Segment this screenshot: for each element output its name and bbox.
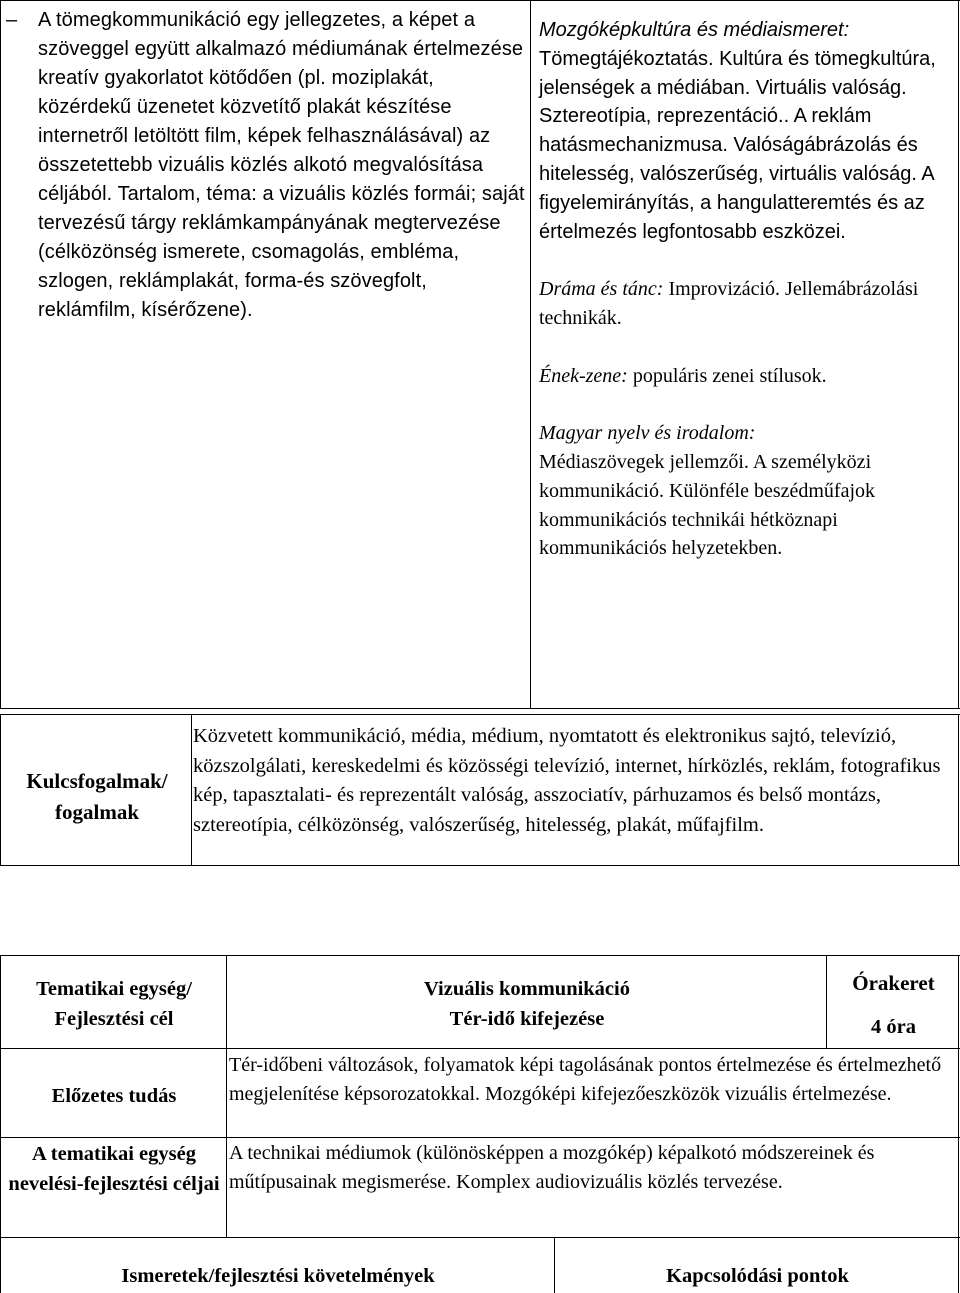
connection-drama bbox=[539, 275, 959, 333]
top-left-cell bbox=[6, 6, 528, 325]
subject-text: Médiaszövegek jellemzői. A személyközi kommunikáció. Különféle beszédműfajok kommunikációs technikái hétköznapi kommunikációs helyzetekben. bbox=[539, 450, 876, 560]
t-table-row1-bottom bbox=[0, 1048, 960, 1049]
kapcsolodasi-header: Kapcsolódási pontok bbox=[666, 1265, 849, 1287]
subject-label: Dráma és tánc: bbox=[539, 278, 664, 301]
orakeret-value: 4 óra bbox=[871, 1016, 916, 1038]
top-left-text: A tömegkommunikáció egy jellegzetes, a képet a szöveggel együtt alkalmazó médiumának értelmezése kreatív gyakorlatot kötődően (pl. moziplakát, közérdekű üzenetet közvetítő plakát készítése internetről letöltött film, képek felhasználásával) az összetettebb vizuális közlés alkotó megvalósítása céljából. Tartalom, téma: a vizuális közlés formái; saját tervezésű tárgy reklámkampányának megtervezése (célközönség ismerete, csomagolás, embléma, szlogen, reklámplakát, forma-és szövegfolt, reklámfilm, kísérőzene). bbox=[38, 9, 525, 321]
t-table-border-top bbox=[0, 955, 960, 956]
tematikai-title-line1: Vizuális kommunikáció bbox=[424, 978, 630, 1000]
tematikai-title-line2: Tér-idő kifejezése bbox=[449, 1008, 605, 1030]
top-table-border-left bbox=[0, 0, 1, 709]
subject-text: Tömegtájékoztatás. Kultúra és tömegkultúra, jelenségek a médiában. Virtuális valóság. Sztereotípia, reprezentáció.. A reklám hatásmechanizmusa. Valóságábrázolás és hitelesség, valószerűség, virtuális valóság. A figyelemirányítás, a hangulatteremtés és az értelmezés legfontosabb eszközei. bbox=[539, 47, 936, 243]
t-table-divider-ora bbox=[826, 955, 827, 1049]
connections-cell bbox=[539, 16, 959, 563]
elozetes-tudas-text: Tér-időbeni változások, folyamatok képi tagolásának pontos értelmezése és értelmezhető megjelenítése képsorozatokkal. Mozgóképi kifejezőeszközök vizuális értelmezése. bbox=[229, 1054, 942, 1105]
kulcsfogalmak-text: Közvetett kommunikáció, média, médium, nyomtatott és elektronikus sajtó, televízió, közszolgálati, kereskedelmi és közösségi televízió, internet, hírközlés, reklám, fotografikus kép, tapasztalati- és reprezentált valóság, asszociatív, párhuzamos és belső montázs, sztereotípia, célközönség, valószerűség, hitelesség, plakát, műfajfilm. bbox=[193, 725, 941, 836]
kf-table-border-left bbox=[0, 714, 1, 866]
celok-text: A technikai médiumok (különösképpen a mozgókép) képalkotó módszereinek és műtípusainak megismerése. Komplex audiovizuális közlés tervezése. bbox=[229, 1142, 875, 1193]
top-table-border-bottom bbox=[0, 708, 960, 709]
t-table-row2-bottom bbox=[0, 1137, 960, 1138]
subject-label: Ének-zene: bbox=[539, 364, 628, 387]
tematikai-title bbox=[228, 974, 826, 1034]
elozetes-tudas-label: Előzetes tudás bbox=[51, 1085, 177, 1107]
t-table-divider-bottom bbox=[554, 1237, 555, 1293]
t-table-border-right bbox=[958, 955, 959, 1293]
t-table-row3-bottom bbox=[0, 1237, 960, 1238]
top-table-border-mid bbox=[530, 0, 531, 709]
kf-table-border-top bbox=[0, 714, 960, 715]
kulcsfogalmak-label: Kulcsfogalmak/ fogalmak bbox=[26, 769, 168, 824]
list-dash: – bbox=[6, 9, 18, 31]
t-table-border-left bbox=[0, 955, 1, 1293]
t-table-divider-labels bbox=[226, 955, 227, 1238]
celok-label: A tematikai egység nevelési-fejlesztési céljai bbox=[8, 1143, 220, 1195]
subject-text: Improvizáció. Jellemábrázolási technikák. bbox=[539, 278, 919, 329]
connection-magyar bbox=[539, 419, 959, 563]
subject-label: Magyar nyelv és irodalom: bbox=[539, 422, 756, 445]
top-table-border-top bbox=[0, 0, 960, 1]
tematikai-egyseg-label: Tematikai egység/ Fejlesztési cél bbox=[36, 978, 192, 1030]
subject-text: populáris zenei stílusok. bbox=[627, 364, 827, 387]
kf-table-border-bottom bbox=[0, 865, 960, 866]
ismeretek-header: Ismeretek/fejlesztési követelmények bbox=[121, 1265, 435, 1287]
orakeret-label: Órakeret bbox=[852, 971, 935, 995]
connection-enek bbox=[539, 362, 959, 391]
subject-label: Mozgóképkultúra és médiaismeret: bbox=[539, 19, 850, 41]
connection-mozgokep bbox=[539, 16, 959, 246]
